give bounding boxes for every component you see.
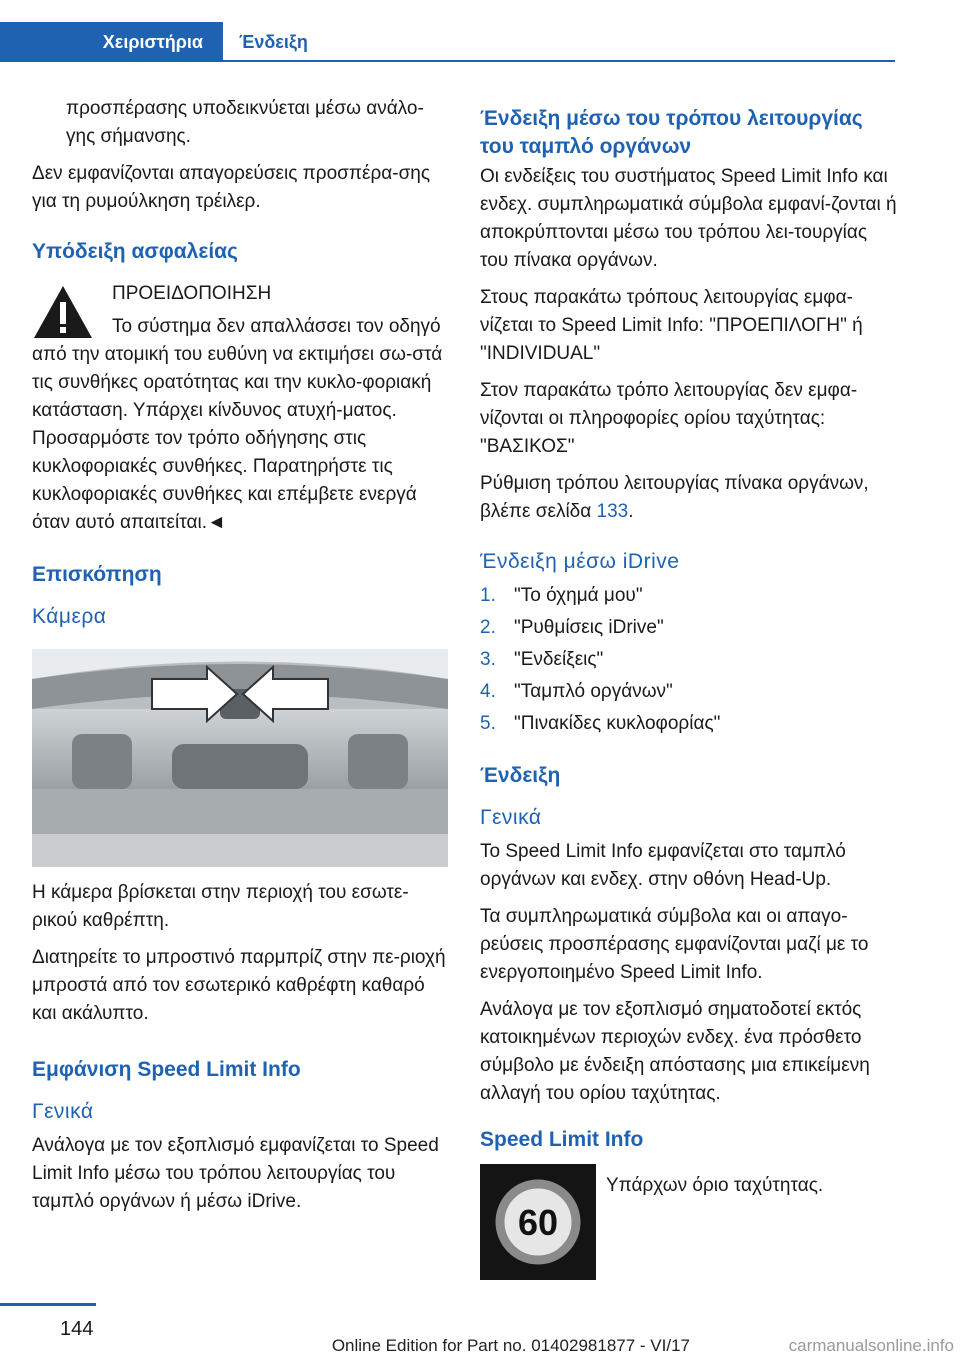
- header-bar: [0, 0, 895, 62]
- step-text: "Ταμπλό οργάνων": [514, 681, 673, 702]
- step-number: 5.: [480, 713, 496, 734]
- step-text: "Το όχημά μου": [514, 585, 643, 606]
- tab-display[interactable]: Ένδειξη: [239, 31, 308, 52]
- step-text: "Πινακίδες κυκλοφορίας": [514, 713, 721, 734]
- mode-text-4: [480, 470, 900, 526]
- general-heading-right: Γενικά: [480, 806, 542, 829]
- step-number: 2.: [480, 617, 496, 638]
- step-text: "Ενδείξεις": [514, 649, 604, 670]
- warning-block: [32, 280, 450, 308]
- tab-controls[interactable]: Χειριστήρια: [0, 22, 223, 62]
- display-heading: Εμφάνιση Speed Limit Info: [32, 1058, 301, 1081]
- mode-text-4-suffix: .: [628, 501, 634, 522]
- camera-location-image: [32, 649, 448, 867]
- warning-text: Το σύστημα δεν απαλλάσσει τον οδηγό από την ατομική του ευθύνη να εκτιμήσει σω-στά τις συνθήκες ορατότητας και την κυκλο-φοριακή κατάσταση. Υπάρχει κίνδυνος ατυχή-ματος. Προσαρμόστε τον τρόπο οδήγησης στις κυκλοφοριακές συνθήκες. Παρατηρήστε τις κυκλοφοριακές συνθήκες και επέμβετε ενεργά όταν αυτό απαιτείται.◄: [32, 316, 443, 533]
- safety-heading: Υπόδειξη ασφαλείας: [32, 240, 238, 263]
- list-item: [480, 582, 900, 610]
- mode-text-2: Στους παρακάτω τρόπους λειτουργίας εμφα-νίζεται το Speed Limit Info: "ΠΡΟΕΠΙΛΟΓΗ" ή "INDIVIDUAL": [480, 287, 863, 364]
- general-text-right-1: Το Speed Limit Info εμφανίζεται στο ταμπλό οργάνων και ενδεχ. στην οθόνη Head-Up.: [480, 841, 846, 890]
- step-number: 3.: [480, 649, 496, 670]
- step-number: 1.: [480, 585, 496, 606]
- page-number: 144: [60, 1318, 94, 1340]
- list-item: [480, 678, 900, 706]
- sli-text: Υπάρχων όριο ταχύτητας.: [606, 1175, 824, 1196]
- camera-heading: Κάμερα: [32, 605, 107, 628]
- sli-heading: Speed Limit Info: [480, 1128, 644, 1151]
- right-column: [480, 95, 900, 1280]
- overview-heading: Επισκόπηση: [32, 563, 162, 586]
- page-link-133[interactable]: 133: [596, 501, 629, 522]
- mode-heading: Ένδειξη μέσω του τρόπου λειτουργίας του ταμπλό οργάνων: [480, 107, 863, 158]
- footer-divider: [0, 1303, 96, 1306]
- warning-title: ΠΡΟΕΙΔΟΠΟΙΗΣΗ: [112, 283, 272, 304]
- idrive-steps-list: [480, 582, 900, 738]
- mode-text-4-prefix: Ρύθμιση τρόπου λειτουργίας πίνακα οργάνων, βλέπε σελίδα: [480, 473, 869, 522]
- step-text: "Ρυθμίσεις iDrive": [514, 617, 664, 638]
- general-text-left: Ανάλογα με τον εξοπλισμό εμφανίζεται το Speed Limit Info μέσω του τρόπου λειτουργίας του ταμπλό οργάνων ή μέσω iDrive.: [32, 1135, 439, 1212]
- mode-text-1: Οι ενδείξεις του συστήματος Speed Limit Info και ενδεχ. συμπληρωματικά σύμβολα εμφανί-ζονται ή αποκρύπτονται μέσω του τρόπου λει-τουργίας του πίνακα οργάνων.: [480, 166, 897, 271]
- camera-clean-text: Διατηρείτε το μπροστινό παρμπρίζ στην πε-ριοχή μπροστά από τον εσωτερικό καθρέφτη καθαρό και ακάλυπτο.: [32, 947, 446, 1024]
- watermark-text: carmanualsonline.info: [788, 1336, 954, 1355]
- paragraph-trailer: Δεν εμφανίζονται απαγορεύσεις προσπέρα-σης για τη ρυμούλκηση τρέιλερ.: [32, 163, 431, 212]
- indication-heading: Ένδειξη: [480, 764, 561, 787]
- list-item: [480, 614, 900, 642]
- list-item: [480, 646, 900, 674]
- paragraph-overtaking-sign: προσπέρασης υποδεικνύεται μέσω ανάλο-γης σήμανσης.: [66, 98, 424, 147]
- sli-row: [480, 1164, 900, 1280]
- camera-location-text: Η κάμερα βρίσκεται στην περιοχή του εσωτε-ρικού καθρέπτη.: [32, 882, 409, 931]
- left-column: [32, 95, 450, 1225]
- edition-text: Online Edition for Part no. 01402981877 - VI/17: [331, 1336, 690, 1355]
- speed-limit-value: 60: [517, 1202, 559, 1243]
- warning-triangle-icon: [32, 284, 94, 340]
- header-divider: [0, 60, 895, 62]
- general-text-right-2: Τα συμπληρωματικά σύμβολα και οι απαγο-ρεύσεις προσπέρασης εμφανίζονται μαζί με το ενεργοποιημένο Speed Limit Info.: [480, 906, 869, 983]
- general-heading-left: Γενικά: [32, 1100, 94, 1123]
- step-number: 4.: [480, 681, 496, 702]
- mode-text-3: Στον παρακάτω τρόπο λειτουργίας δεν εμφα-νίζονται οι πληροφορίες ορίου ταχύτητας: "ΒΑΣΙΚΟΣ": [480, 380, 858, 457]
- list-item: [480, 710, 900, 738]
- general-text-right-3: Ανάλογα με τον εξοπλισμό σηματοδοτεί εκτός κατοικημένων περιοχών ενδεχ. ένα πρόσθετο σύμβολο με ένδειξη απόστασης μια επικείμενη αλλαγή του ορίου ταχύτητας.: [480, 999, 870, 1104]
- speed-limit-sign-image: [480, 1164, 596, 1280]
- idrive-heading: Ένδειξη μέσω iDrive: [480, 550, 680, 573]
